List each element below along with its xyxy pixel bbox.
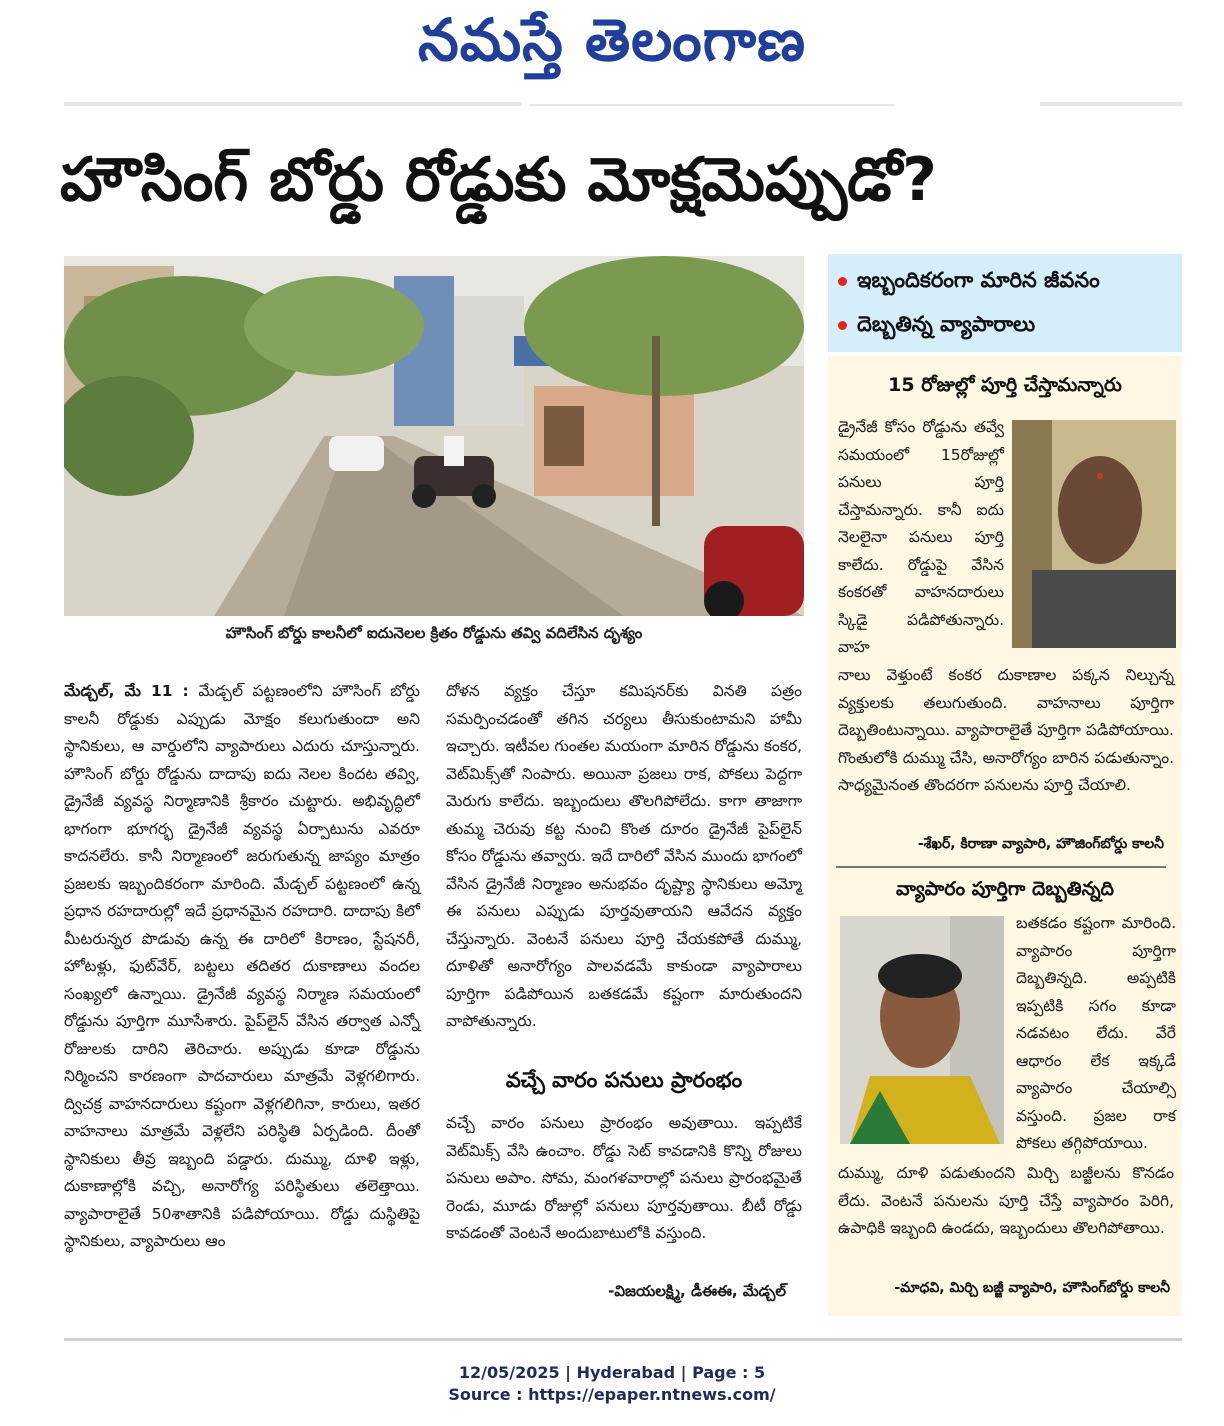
quote2-heading: వ్యాపారం పూర్తిగా దెబ్బతిన్నది (896, 878, 1114, 900)
photo-caption: హౌసింగ్ బోర్డు కాలనీలో ఐదునెలల క్రితం రోడ్డును తవ్వి వదిలేసిన దృశ్యం (225, 624, 643, 642)
highlights-box (828, 254, 1182, 352)
article-body-col2: దోళన వ్యక్తం చేస్తూ కమిషనర్‌కు వినతి పత్రం సమర్పించడంతో తగిన చర్యలు తీసుకుంటామని హామీ ఇచ్చారు. ఇటీవల గుంతల మయంగా మారిన రోడ్డును కంకర, వెట్‌మిక్స్‌తో నింపారు. అయినా ప్రజలు రాక, పోకలు పెద్దగా మెరుగు కాలేదు. ఇబ్బందులు తొలగిపోలేదు. కాగా తాజాగా తుమ్మ చెరువు కట్ట నుంచి కొంత దూరం డ్రైనేజీ పైప్‌లైన్ కోసం రోడ్డును తవ్వారు. ఇదే దారిలో వేసిన ముందు భాగంలో వేసిన డ్రైనేజీ నిర్మాణం అనుభవం దృష్ట్యా స్థానికులు అమ్మో ఈ పనులు ఎప్పుడు పూర్తవుతాయని ఆవేదన వ్యక్తం చేస్తున్నారు. వెంటనే పనులు పూర్తి చేయకపోతే దుమ్ము, దూళితో అనారోగ్యం పాలవడమే కాకుండా వ్యాపారాలు పూర్తిగా పడిపోయిన బతకడమే కష్టంగా మారుతుందని వాపోతున్నారు. (446, 682, 802, 1030)
highlight-item: దెబ్బతిన్న వ్యాపారాలు (828, 302, 1182, 346)
highlight-item: ఇబ్బందికరంగా మారిన జీవనం (828, 258, 1182, 302)
quote2-signature: -మాధవి, మిర్చి బజ్జీ వ్యాపారి, హౌసింగ్‌బోర్డు కాలనీ (894, 1280, 1170, 1296)
quote1-text-top: డ్రైనేజీ కోసం రోడ్డును తవ్వే సమయంలో 15రోజుల్లో పనులు పూర్తి చేస్తామన్నారు. కానీ ఐదు నెలలైనా పనులు పూర్తి కాలేదు. రోడ్డుపై వేసిన కంకరతో వాహనదారులు స్కిడై పడిపోతున్నారు. వాహ (838, 418, 1004, 656)
top-rule-right (1040, 102, 1182, 106)
page-footer (0, 1362, 1224, 1406)
top-rule-left (64, 102, 522, 106)
article-headline: హౌసింగ్ బోర్డు రోడ్డుకు మోక్షమెప్పుడో? (60, 145, 937, 215)
top-rule-mid (530, 104, 894, 106)
official-quote-signature: -విజయలక్ష్మి, డీఈఈ, మేడ్చల్ (608, 1282, 786, 1300)
quote1-heading: 15 రోజుల్లో పూర్తి చేస్తామన్నారు (888, 374, 1122, 396)
quote1-text-bottom: నాలు వెళ్తుంటే కంకర దుకాణాల పక్కన నిల్చున్న వ్యక్తులకు తలుగుతుంది. వాహనాలు పూర్తిగా దెబ్బతింటున్నాయి. వ్యాపారాలైతే పూర్తిగా పడిపోయాయి. గొంతులోకి దుమ్ము చేసి, అనారోగ్యం బారిన పడుతున్నాం. సాధ్యమైనంత తొందరగా పనులను పూర్తి చేయాలి. (838, 666, 1174, 794)
bullet-dot-icon (838, 321, 847, 330)
footer-date-page: 12/05/2025 | Hyderabad | Page : 5 (458, 1363, 766, 1382)
article-column-2 (446, 678, 802, 1036)
official-quote-heading: వచ్చే వారం పనులు ప్రారంభం (505, 1068, 743, 1092)
article-column-1 (64, 678, 420, 1256)
quote2-text-bottom: దుమ్ము, దూళి పడుతుందని మిర్చి బజ్జీలను కొనడం లేదు. వెంటనే పనులను పూర్తి చేస్తే వ్యాపారం పెరిగి, ఉపాధికి ఇబ్బంది ఉండదు, ఇబ్బందులు తొలగిపోతాయి. (838, 1164, 1174, 1237)
bottom-rule (64, 1338, 1182, 1341)
quote1-signature: -శేఖర్, కిరాణా వ్యాపారి, హౌజింగ్‌బోర్డు కాలనీ (917, 836, 1164, 852)
street-photo (64, 256, 804, 616)
bullet-dot-icon (838, 277, 847, 286)
sidebar-divider (836, 866, 1166, 868)
article-body-col1: మేడ్చల్ పట్టణంలోని హౌసింగ్ బోర్డు కాలనీ రోడ్డుకు ఎప్పుడు మోక్షం కలుగుతుందా అని స్థానికులు, ఆ వార్డులోని వ్యాపారులు ఎదురు చూస్తున్నారు. హౌసింగ్ బోర్డు రోడ్డును దాదాపు ఐదు నెలల కిందట తవ్వి, డ్రైనేజీ వ్యవస్థ నిర్మాణానికి శ్రీకారం చుట్టారు. అభివృద్ధిలో భాగంగా భూగర్భ డ్రైనేజీ వ్యవస్థ ఏర్పాటును ఎవరూ కాదనలేరు. కానీ నిర్మాణంలో జరుగుతున్న జాప్యం మాత్రం ప్రజలకు ఇబ్బందికరంగా మారింది. మేడ్చల్ పట్టణంలో ఉన్న ప్రధాన రహదారుల్లో ఇదే ప్రధానమైన రహదారి. దాదాపు కిలో మీటరున్నర పొడువు ఉన్న ఈ దారిలో కిరాణం, స్టేషనరీ, హోటళ్లు, ఫుట్‌వేర్, బట్టలు తదితర దుకాణాలు వందల సంఖ్యలో ఉన్నాయి. డ్రైనేజీ వ్యవస్థ నిర్మాణ సమయంలో రోడ్డును పూర్తిగా మూసేశారు. పైప్‌లైన్ వేసిన తర్వాత ఎన్నో రోజులకు దారిని తెరిచారు. అప్పుడు కూడా రోడ్డును నిర్మించని కారణంగా పాదచారులు మాత్రమే వెళ్లగలిగారు. ద్విచక్ర వాహనదారులు కష్టంగా వెళ్లగలిగినా, కారులు, ఇతర వాహనాలు మాత్రమే వెళ్లలేని పరిస్థితి ఏర్పడింది. దీంతో స్థానికులు తీవ్ర ఇబ్బంది పడ్డారు. దుమ్ము, దూళి ఇళ్లు, దుకాణాల్లోకి వచ్చి, అనారోగ్య పరిస్థితులు తలెత్తాయి. వ్యాపారాలైతే 50శాతానికి పడిపోయాయి. రోడ్డు దుస్థితిపై స్థానికులు, వ్యాపారులు ఆం (64, 682, 420, 1250)
official-quote-body: వచ్చే వారం పనులు ప్రారంభం అవుతాయి. ఇప్పటికే వెట్‌మిక్స్ వేసి ఉంచాం. రోడ్డు సెట్ కావడానికి కొన్ని రోజులు పనులు అపాం. సోమ, మంగళవారాల్లో పనులు ప్రారంభమైతే రెండు, మూడు రోజుల్లో పనులు పూర్తవుతాయి. బీటీ రోడ్డు కావడంతో వెంటనే అందుబాటులోకి వస్తుంది. (446, 1114, 802, 1242)
shopkeeper-photo-male (1012, 420, 1176, 648)
article-dateline: మేడ్చల్, మే 11 : (64, 682, 189, 700)
newspaper-masthead: నమస్తే తెలంగాణ (418, 6, 806, 74)
vendor-photo-female (840, 916, 1004, 1144)
quote2-text-top: బతకడం కష్టంగా మారింది. వ్యాపారం పూర్తిగా దెబ్బతిన్నది. అప్పటికి ఇప్పటికి సగం కూడా నడవటం లేదు. వేరే ఆధారం లేక ఇక్కడే వ్యాపారం చేయాల్సి వస్తుంది. ప్రజల రాక పోకలు తగ్గిపోయాయి. (1016, 914, 1176, 1152)
footer-source: Source : https://epaper.ntnews.com/ (448, 1385, 776, 1404)
